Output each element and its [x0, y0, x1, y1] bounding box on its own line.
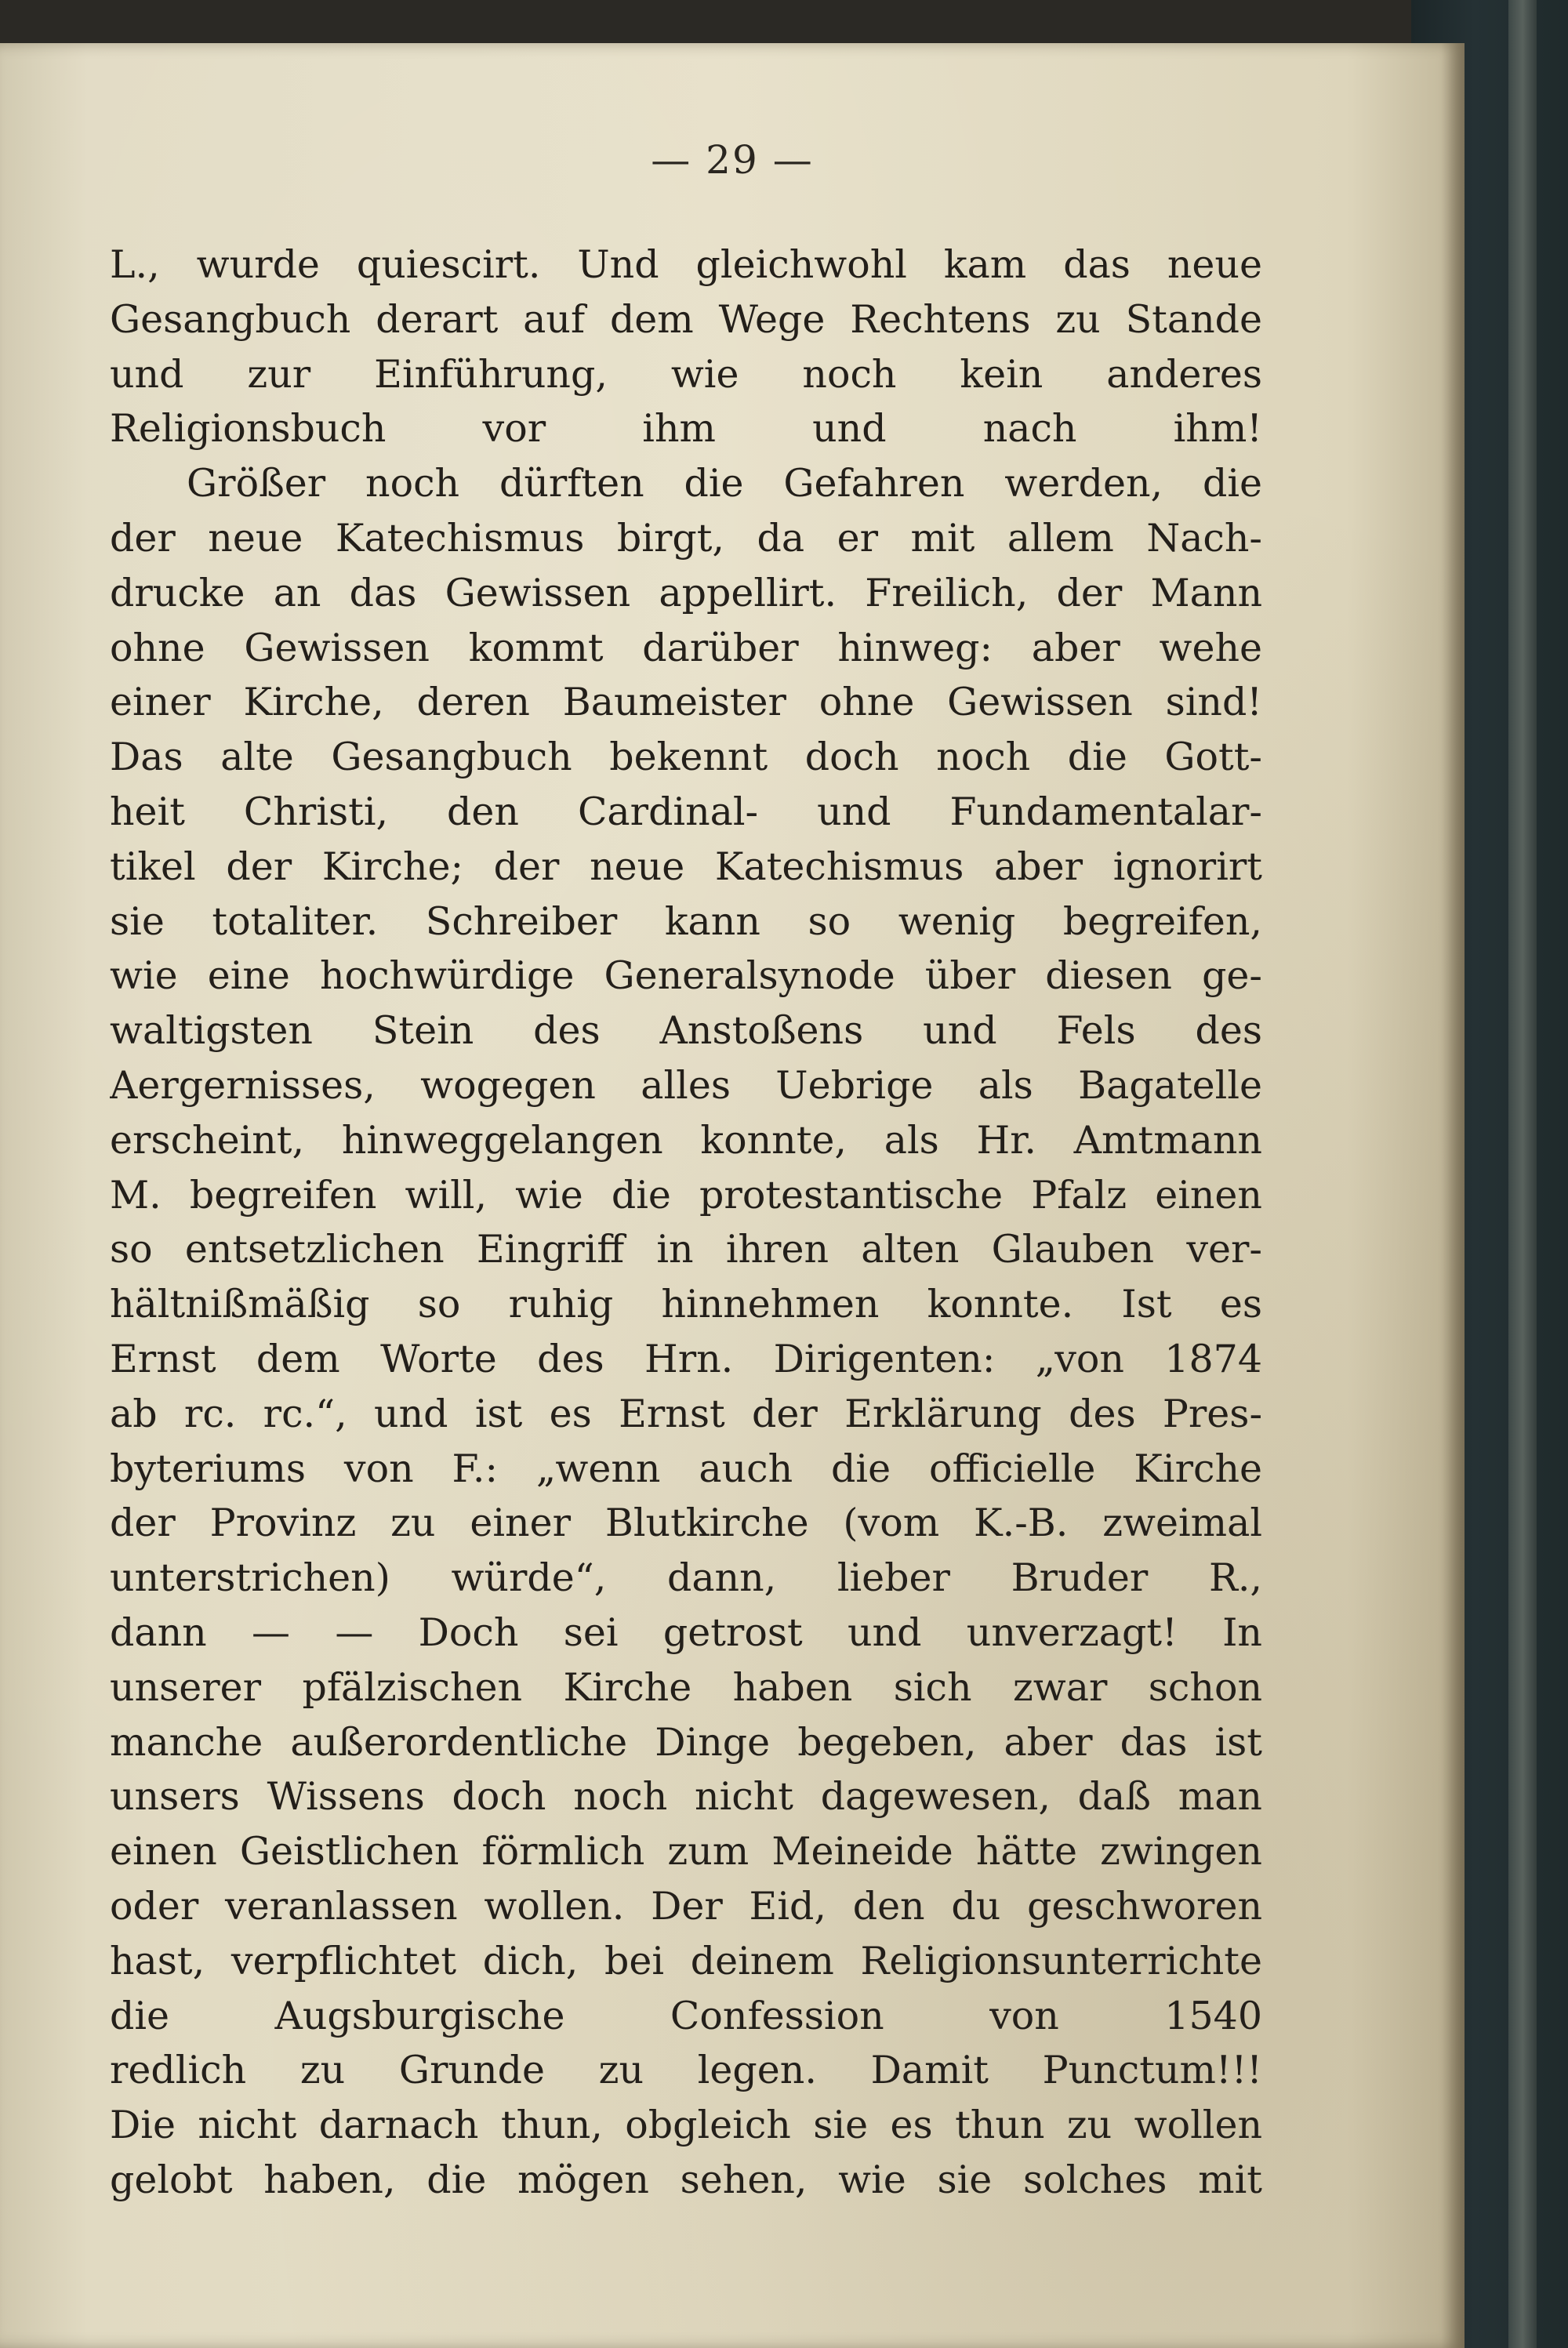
- text-line: und zur Einführung, wie noch kein anderes: [110, 351, 1262, 397]
- text-line: Die nicht darnach thun, obgleich sie es thun zu wollen: [110, 2103, 1262, 2148]
- text-line: drucke an das Gewissen appellirt. Freilich, der Mann: [110, 570, 1262, 615]
- text-line: der neue Katechismus birgt, da er mit allem Nach-: [110, 515, 1262, 561]
- text-line: waltigsten Stein des Anstoßens und Fels des: [110, 1008, 1262, 1054]
- text-line: Aergernisses, wogegen alles Uebrige als Bagatelle: [110, 1062, 1262, 1108]
- text-line: dann — — Doch sei getrost und unverzagt! In: [110, 1609, 1262, 1655]
- text-line: byteriums von F.: „wenn auch die officielle Kirche: [110, 1446, 1262, 1491]
- text-line: hast, verpflichtet dich, bei deinem Religionsunterrichte: [110, 1938, 1262, 1983]
- text-line: redlich zu Grunde zu legen. Damit Punctum!!!: [110, 2048, 1262, 2093]
- page-text: [110, 238, 1262, 2208]
- text-line: die Augsburgische Confession von 1540: [110, 1993, 1262, 2038]
- text-line: unserer pfälzischen Kirche haben sich zwar schon: [110, 1664, 1262, 1710]
- text-line: sie totaliter. Schreiber kann so wenig begreifen,: [110, 898, 1262, 944]
- text-line: der Provinz zu einer Blutkirche (vom K.-B. zweimal: [110, 1501, 1262, 1546]
- text-line: L., wurde quiescirt. Und gleichwohl kam das neue: [110, 242, 1262, 287]
- text-line: wie eine hochwürdige Generalsynode über diesen ge-: [110, 953, 1262, 999]
- text-line: Religionsbuch vor ihm und nach ihm!: [110, 406, 1262, 452]
- text-line: gelobt haben, die mögen sehen, wie sie solches mit: [110, 2157, 1262, 2202]
- text-line: einen Geistlichen förmlich zum Meineide hätte zwingen: [110, 1829, 1262, 1874]
- text-line: hältnißmäßig so ruhig hinnehmen konnte. Ist es: [110, 1282, 1262, 1327]
- text-line: ohne Gewissen kommt darüber hinweg: aber wehe: [110, 625, 1262, 670]
- text-line: heit Christi, den Cardinal- und Fundamentalar-: [110, 789, 1262, 834]
- text-line: einer Kirche, deren Baumeister ohne Gewissen sind!: [110, 680, 1262, 725]
- cover-edge: [1508, 0, 1537, 2348]
- text-line: Gesangbuch derart auf dem Wege Rechtens zu Stande: [110, 296, 1262, 342]
- text-line: Größer noch dürften die Gefahren werden, die: [187, 461, 1262, 506]
- text-line: so entsetzlichen Eingriff in ihren alten Glauben ver-: [110, 1227, 1262, 1272]
- text-line: oder veranlassen wollen. Der Eid, den du geschworen: [110, 1883, 1262, 1929]
- text-line: Das alte Gesangbuch bekennt doch noch die Gott-: [110, 735, 1262, 780]
- page-number: — 29 —: [651, 137, 814, 183]
- book-page: [0, 43, 1465, 2348]
- text-line: ab rc. rc.“, und ist es Ernst der Erklärung des Pres-: [110, 1391, 1262, 1436]
- text-line: Ernst dem Worte des Hrn. Dirigenten: „von 1874: [110, 1336, 1262, 1381]
- text-line: manche außerordentliche Dinge begeben, aber das ist: [110, 1719, 1262, 1765]
- text-line: unterstrichen) würde“, dann, lieber Bruder R.,: [110, 1555, 1262, 1601]
- text-line: unsers Wissens doch noch nicht dagewesen, daß man: [110, 1774, 1262, 1820]
- text-line: M. begreifen will, wie die protestantische Pfalz einen: [110, 1172, 1262, 1218]
- text-line: erscheint, hinweggelangen konnte, als Hr. Amtmann: [110, 1117, 1262, 1163]
- page-gutter-shadow: [1441, 43, 1465, 2348]
- text-line: tikel der Kirche; der neue Katechismus aber ignorirt: [110, 844, 1262, 889]
